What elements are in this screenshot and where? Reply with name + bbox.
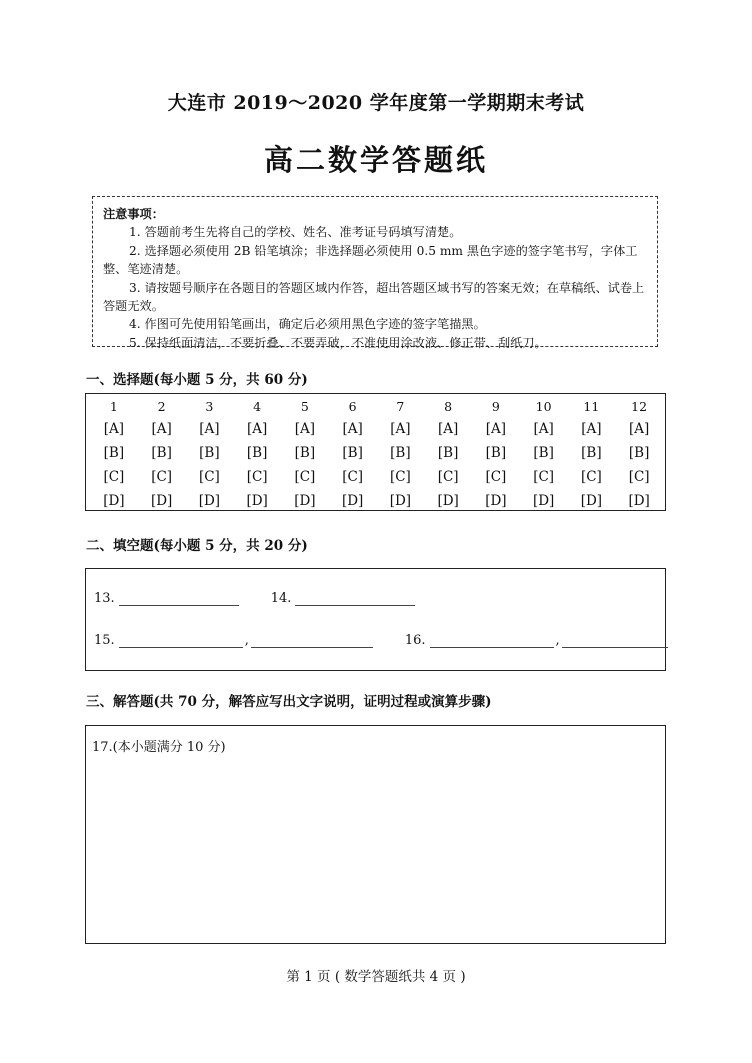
q16-answer-line-2[interactable] [562,633,668,648]
page-footer: 第 1 页 ( 数学答题纸共 4 页 ) [286,969,466,985]
question-number: 6 [348,399,357,414]
choice-bubble[interactable]: [B] [485,445,507,461]
choice-bubble[interactable]: [C] [198,469,220,485]
q15-label: 15. [94,633,115,648]
choice-bubble[interactable]: [A] [294,421,316,437]
choice-bubble[interactable]: [C] [628,469,650,485]
blank-row-1 [94,591,415,606]
notice-item-3: 3. 请按题号顺序在各题目的答题区域内作答，超出答题区域书写的答案无效；在草稿纸、试卷上答题无效。 [103,280,645,314]
choice-bubble[interactable]: [D] [341,493,364,509]
choice-bubble[interactable]: [B] [390,445,411,461]
choice-bubble[interactable]: [A] [485,421,507,437]
choice-bubble[interactable]: [C] [294,469,316,485]
notice-box [92,196,658,350]
choice-bubble[interactable]: [A] [342,421,363,437]
choice-bubble[interactable]: [C] [389,469,411,485]
choice-bubble[interactable]: [B] [199,445,220,461]
choice-bubble[interactable]: [C] [533,469,555,485]
section1-title: 一、选择题(每小题 5 分，共 60 分) [86,372,308,388]
choice-bubble[interactable]: [A] [628,421,650,437]
choice-bubble[interactable]: [B] [246,445,268,461]
choice-bubble[interactable]: [D] [580,493,603,509]
q15-answer-line-1[interactable] [119,633,243,648]
choice-bubble[interactable]: [C] [246,469,268,485]
choice-bubble[interactable]: [A] [151,421,172,437]
sheet-title: 高二数学答题纸 [263,143,488,177]
choice-bubble[interactable]: [D] [437,493,459,509]
choice-bubble[interactable]: [B] [294,445,316,461]
q15-answer-line-2[interactable] [251,633,373,648]
choice-bubble[interactable]: [B] [581,445,602,461]
choice-bubble[interactable]: [A] [246,421,268,437]
choice-bubble[interactable]: [A] [390,421,411,437]
q16-label: 16. [404,633,426,648]
choice-bubble[interactable]: [A] [533,421,554,437]
choice-bubble[interactable]: [C] [437,469,459,485]
choice-bubble[interactable]: [B] [533,445,554,461]
question-number: 2 [157,399,166,414]
question-number: 9 [491,399,500,414]
choice-bubble[interactable]: [B] [628,445,650,461]
choice-bubble[interactable]: [C] [485,469,507,485]
notice-item-5: 5. 保持纸面清洁，不要折叠、不要弄破，不准使用涂改液、修正带、刮纸刀。 [129,335,547,350]
choice-bubble[interactable]: [D] [150,493,173,509]
exam-title: 大连市 2019～2020 学年度第一学期期末考试 [167,92,585,114]
question-number: 1 [109,399,118,414]
question-number: 5 [300,399,309,414]
q17-label: 17.(本小题满分 10 分) [92,740,226,755]
choice-bubble[interactable]: [A] [581,421,602,437]
option-row [90,417,663,441]
choice-bubble[interactable]: [D] [532,493,555,509]
q15-comma: , [244,633,249,648]
question-number: 7 [396,399,405,414]
option-row [90,441,663,465]
question-number: 10 [535,399,552,414]
fill-blank-box [85,568,666,671]
choice-bubble[interactable]: [D] [294,493,316,509]
choice-bubble[interactable]: [D] [246,493,268,509]
choice-bubble[interactable]: [D] [198,493,221,509]
option-row [90,465,663,489]
choice-bubble[interactable]: [C] [151,469,173,485]
choice-bubble[interactable]: [D] [628,493,650,509]
q14-label: 14. [270,591,292,606]
choice-bubble[interactable]: [B] [151,445,172,461]
choice-bubble[interactable]: [B] [342,445,363,461]
choice-bubble[interactable]: [C] [342,469,364,485]
choice-answer-grid [85,393,666,511]
question-number: 11 [583,399,600,414]
section2-title: 二、填空题(每小题 5 分，共 20 分) [86,538,308,554]
question-number: 8 [444,399,453,414]
q16-answer-line-1[interactable] [430,633,554,648]
choice-bubble[interactable]: [D] [485,493,507,509]
choice-bubble[interactable]: [D] [103,493,125,509]
q17-answer-area[interactable] [85,725,666,944]
choice-table [90,396,663,513]
section3-title: 三、解答题(共 70 分，解答应写出文字说明，证明过程或演算步骤) [86,694,492,710]
notice-item-4: 4. 作图可先使用铅笔画出，确定后必须用黑色字迹的签字笔描黑。 [129,317,486,332]
choice-bubble[interactable]: [C] [103,469,125,485]
question-number: 12 [631,399,648,414]
choice-bubble[interactable]: [B] [103,445,125,461]
choice-bubble[interactable]: [D] [389,493,412,509]
choice-bubble[interactable]: [C] [580,469,602,485]
q13-answer-line[interactable] [119,591,239,606]
choice-bubble[interactable]: [A] [103,421,125,437]
notice-item-1: 1. 答题前考生先将自己的学校、姓名、准考证号码填写清楚。 [129,225,462,240]
notice-heading: 注意事项： [103,207,164,221]
blank-row-2 [94,633,668,648]
notice-item-2: 2. 选择题必须使用 2B 铅笔填涂；非选择题必须使用 0.5 mm 黑色字迹的签字笔书写，字体工整、笔迹清楚。 [103,243,638,277]
choice-bubble[interactable]: [A] [437,421,459,437]
choice-bubble[interactable]: [A] [199,421,220,437]
choice-bubble[interactable]: [B] [437,445,459,461]
question-number: 4 [253,399,262,414]
question-number: 3 [205,399,214,414]
option-row [90,489,663,513]
q13-label: 13. [94,591,115,606]
q16-comma: , [555,633,560,648]
q14-answer-line[interactable] [295,591,415,606]
